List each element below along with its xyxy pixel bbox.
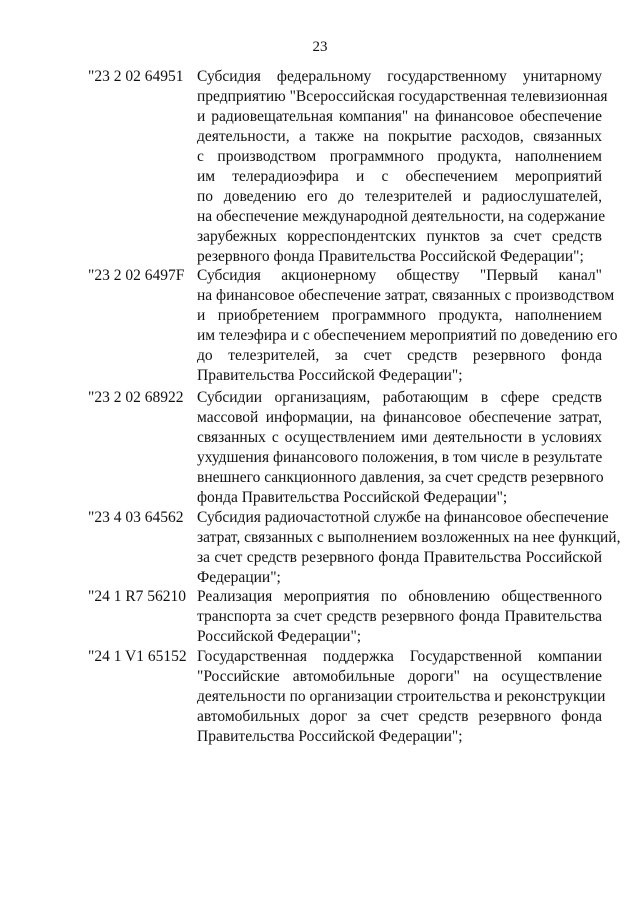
- description-line: затрат, связанных с выполнением возложенных на нее функций,: [197, 529, 621, 546]
- entry-description: [197, 647, 606, 747]
- description-line: и радиовещательная компания" на финансовое обеспечение: [197, 108, 602, 125]
- description-line: с производством программного продукта, наполнением: [197, 148, 602, 165]
- entry-description: [197, 587, 602, 647]
- description-line: связанных с осуществлением ими деятельности в условиях: [197, 429, 602, 446]
- budget-classification-code: "23 2 02 68922: [88, 389, 184, 406]
- description-line: за счет средств резервного фонда Правительства Российской: [197, 549, 602, 566]
- entry-description: [197, 508, 621, 588]
- description-line: Правительства Российской Федерации";: [197, 367, 463, 384]
- description-line: им телеэфира и с обеспечением мероприятий по доведению его: [197, 327, 618, 344]
- description-line: деятельности, а также на покрытие расходов, связанных: [197, 128, 602, 145]
- entry-description: [197, 266, 618, 386]
- description-line: ухудшения финансового положения, в том числе в результате: [197, 449, 603, 466]
- entry-description: [197, 67, 608, 267]
- description-line: зарубежных корреспондентских пунктов за счет средств: [197, 228, 602, 245]
- budget-classification-code: "24 1 V1 65152: [88, 648, 187, 665]
- page-number: 23: [312, 39, 328, 55]
- description-line: массовой информации, на финансовое обеспечение затрат,: [197, 409, 602, 426]
- description-line: фонда Правительства Российской Федерации";: [197, 489, 508, 506]
- description-line: им телерадиоэфира и с обеспечением мероприятий: [197, 168, 602, 185]
- entry-description: [197, 388, 602, 508]
- description-line: на обеспечение международной деятельности, на содержание: [197, 208, 606, 225]
- description-line: Правительства Российской Федерации";: [197, 728, 463, 745]
- description-line: по доведению его до телезрителей и радиослушателей,: [197, 188, 602, 205]
- description-line: Субсидия федеральному государственному унитарному: [197, 68, 602, 85]
- budget-classification-code: "23 2 02 6497F: [88, 267, 185, 284]
- description-line: резервного фонда Правительства Российской Федерации";: [197, 248, 584, 265]
- description-line: Субсидии организациям, работающим в сфере средств: [197, 389, 602, 406]
- description-line: "Российские автомобильные дороги" на осуществление: [197, 668, 602, 685]
- description-line: Российской Федерации";: [197, 628, 362, 645]
- description-line: и приобретением программного продукта, наполнением: [197, 307, 602, 324]
- description-line: внешнего санкционного давления, за счет средств резервного: [197, 469, 604, 486]
- description-line: автомобильных дорог за счет средств резервного фонда: [197, 708, 602, 725]
- description-line: Государственная поддержка Государственной компании: [197, 648, 602, 665]
- budget-classification-code: "23 4 03 64562: [88, 509, 184, 526]
- description-line: до телезрителей, за счет средств резервного фонда: [197, 347, 602, 364]
- budget-classification-code: "23 2 02 64951: [88, 68, 184, 85]
- description-line: Субсидия радиочастотной службе на финансовое обеспечение: [197, 509, 609, 526]
- description-line: транспорта за счет средств резервного фонда Правительства: [197, 608, 602, 625]
- description-line: деятельности по организации строительства и реконструкции: [197, 688, 606, 705]
- description-line: предприятию "Всероссийская государственная телевизионная: [197, 88, 608, 105]
- budget-classification-code: "24 1 R7 56210: [88, 588, 187, 605]
- description-line: на финансовое обеспечение затрат, связанных с производством: [197, 287, 615, 304]
- description-line: Реализация мероприятия по обновлению общественного: [197, 588, 602, 605]
- description-line: Субсидия акционерному обществу "Первый канал": [197, 267, 602, 284]
- description-line: Федерации";: [197, 569, 281, 586]
